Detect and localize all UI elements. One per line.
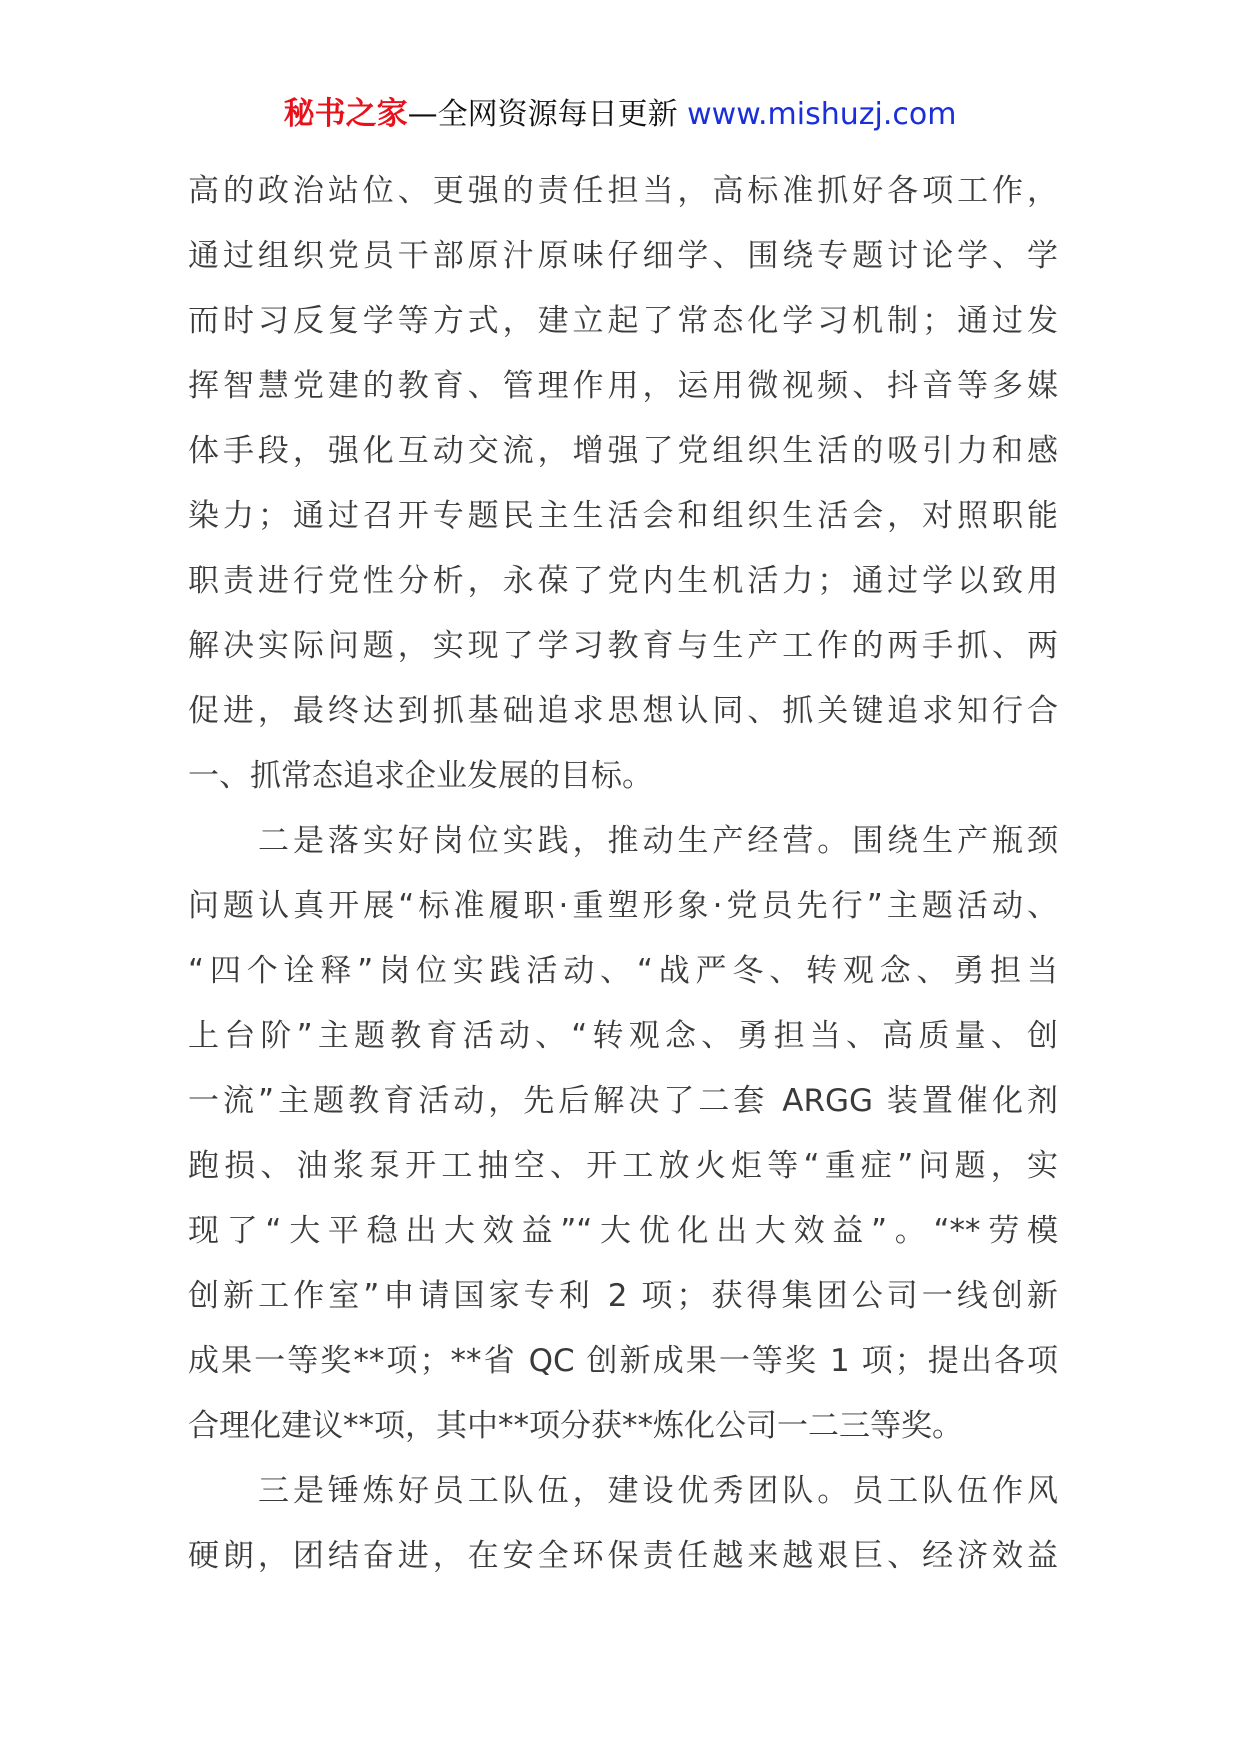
brand-name: 秘书之家 <box>283 96 408 132</box>
text-line: 解决实际问题，实现了学习教育与生产工作的两手抓、两 <box>188 628 1058 664</box>
text-line: 创新工作室”申请国家专利 2 项；获得集团公司一线创新 <box>188 1278 1058 1314</box>
text-line: 促进，最终达到抓基础追求思想认同、抓关键追求知行合 <box>188 693 1058 729</box>
text-line: 一流”主题教育活动，先后解决了二套 ARGG 装置催化剂 <box>188 1083 1058 1119</box>
text-line: 现了“大平稳出大效益”“大优化出大效益”。“**劳模 <box>188 1213 1058 1249</box>
text-line: 通过组织党员干部原汁原味仔细学、围绕专题讨论学、学 <box>188 238 1058 274</box>
text-line: 一、抓常态追求企业发展的目标。 <box>188 758 653 794</box>
paragraph-start-line: 三是锤炼好员工队伍，建设优秀团队。员工队伍作风 <box>258 1473 1058 1509</box>
document-body <box>188 159 1058 1589</box>
text-line: 高的政治站位、更强的责任担当，高标准抓好各项工作， <box>188 173 1058 209</box>
text-line: 染力；通过召开专题民主生活会和组织生活会，对照职能 <box>188 498 1058 534</box>
header-tagline: —全网资源每日更新 <box>407 97 688 132</box>
text-line: 职责进行党性分析，永葆了党内生机活力；通过学以致用 <box>188 563 1058 599</box>
text-line: “四个诠释”岗位实践活动、“战严冬、转观念、勇担当 <box>188 953 1058 989</box>
paragraph-start-line: 二是落实好岗位实践，推动生产经营。围绕生产瓶颈 <box>258 823 1058 859</box>
header-url-link[interactable]: www.mishuzj.com <box>687 97 957 132</box>
text-line: 问题认真开展“标准履职·重塑形象·党员先行”主题活动、 <box>188 888 1058 924</box>
text-line: 体手段，强化互动交流，增强了党组织生活的吸引力和感 <box>188 433 1058 469</box>
text-line: 上台阶”主题教育活动、“转观念、勇担当、高质量、创 <box>188 1018 1058 1054</box>
text-line: 硬朗，团结奋进，在安全环保责任越来越艰巨、经济效益 <box>188 1538 1058 1574</box>
text-line: 合理化建议**项，其中**项分获**炼化公司一二三等奖。 <box>188 1408 963 1444</box>
text-line: 跑损、油浆泵开工抽空、开工放火炬等“重症”问题，实 <box>188 1148 1058 1184</box>
text-line: 而时习反复学等方式，建立起了常态化学习机制；通过发 <box>188 303 1058 339</box>
page-header <box>0 94 1240 135</box>
text-line: 成果一等奖**项；**省 QC 创新成果一等奖 1 项；提出各项 <box>188 1343 1058 1379</box>
text-line: 挥智慧党建的教育、管理作用，运用微视频、抖音等多媒 <box>188 368 1058 404</box>
